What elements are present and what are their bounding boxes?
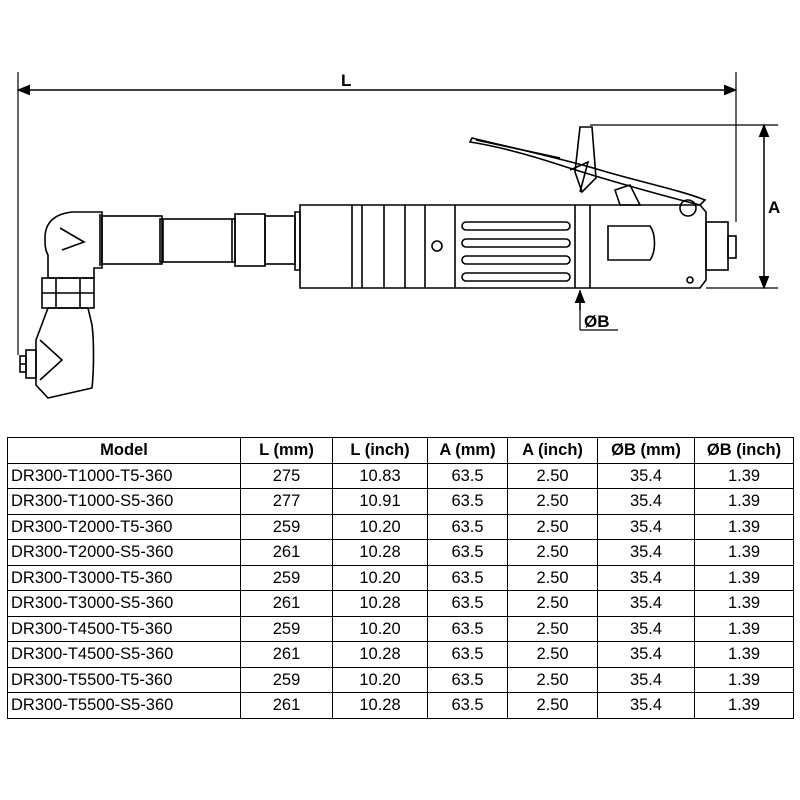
cell-b-inch: 1.39 [695,514,794,540]
cell-a-inch: 2.50 [508,489,598,515]
cell-a-mm: 63.5 [428,642,508,668]
cell-a-mm: 63.5 [428,616,508,642]
cell-l-mm: 259 [241,616,333,642]
cell-a-mm: 63.5 [428,489,508,515]
header-a-inch: A (inch) [508,438,598,464]
cell-model: DR300-T5500-T5-360 [8,667,241,693]
cell-a-inch: 2.50 [508,693,598,719]
cell-a-inch: 2.50 [508,514,598,540]
cell-b-inch: 1.39 [695,693,794,719]
diameter-dimension-label: ØB [584,312,610,331]
header-l-mm: L (mm) [241,438,333,464]
cell-l-mm: 259 [241,514,333,540]
table-header-row [8,438,794,464]
header-model: Model [8,438,241,464]
cell-b-inch: 1.39 [695,489,794,515]
cell-a-inch: 2.50 [508,591,598,617]
cell-b-mm: 35.4 [598,693,695,719]
cell-b-inch: 1.39 [695,642,794,668]
cell-b-inch: 1.39 [695,616,794,642]
cell-a-mm: 63.5 [428,667,508,693]
cell-l-inch: 10.91 [333,489,428,515]
cell-model: DR300-T4500-S5-360 [8,642,241,668]
cell-a-mm: 63.5 [428,540,508,566]
table-row [8,667,794,693]
table-row [8,642,794,668]
cell-l-inch: 10.83 [333,463,428,489]
cell-model: DR300-T2000-T5-360 [8,514,241,540]
cell-b-mm: 35.4 [598,642,695,668]
cell-a-inch: 2.50 [508,616,598,642]
cell-l-mm: 275 [241,463,333,489]
cell-l-mm: 261 [241,591,333,617]
cell-b-mm: 35.4 [598,616,695,642]
cell-a-inch: 2.50 [508,667,598,693]
cell-b-mm: 35.4 [598,540,695,566]
cell-a-inch: 2.50 [508,642,598,668]
height-dimension-label: A [768,198,781,217]
specification-table [7,437,794,719]
cell-l-mm: 261 [241,540,333,566]
table-row [8,616,794,642]
table-row [8,591,794,617]
cell-a-mm: 63.5 [428,514,508,540]
cell-l-mm: 261 [241,642,333,668]
cell-l-mm: 259 [241,667,333,693]
cell-model: DR300-T4500-T5-360 [8,616,241,642]
cell-b-mm: 35.4 [598,489,695,515]
header-b-mm: ØB (mm) [598,438,695,464]
cell-model: DR300-T5500-S5-360 [8,693,241,719]
cell-model: DR300-T3000-T5-360 [8,565,241,591]
cell-model: DR300-T1000-S5-360 [8,489,241,515]
cell-b-mm: 35.4 [598,463,695,489]
header-b-inch: ØB (inch) [695,438,794,464]
cell-a-mm: 63.5 [428,565,508,591]
cell-model: DR300-T2000-S5-360 [8,540,241,566]
cell-b-mm: 35.4 [598,667,695,693]
cell-a-inch: 2.50 [508,565,598,591]
cell-b-mm: 35.4 [598,591,695,617]
cell-l-mm: 277 [241,489,333,515]
table-row [8,565,794,591]
cell-model: DR300-T1000-T5-360 [8,463,241,489]
cell-l-inch: 10.20 [333,565,428,591]
header-a-mm: A (mm) [428,438,508,464]
cell-l-mm: 259 [241,565,333,591]
table-row [8,463,794,489]
cell-model: DR300-T3000-S5-360 [8,591,241,617]
cell-b-inch: 1.39 [695,591,794,617]
cell-b-inch: 1.39 [695,540,794,566]
tool-outline [18,72,781,398]
cell-b-inch: 1.39 [695,565,794,591]
cell-l-inch: 10.20 [333,667,428,693]
table-row [8,540,794,566]
cell-l-inch: 10.28 [333,642,428,668]
cell-b-inch: 1.39 [695,667,794,693]
table-row [8,693,794,719]
cell-l-inch: 10.20 [333,616,428,642]
header-l-inch: L (inch) [333,438,428,464]
cell-l-inch: 10.28 [333,591,428,617]
cell-a-inch: 2.50 [508,540,598,566]
cell-b-inch: 1.39 [695,463,794,489]
cell-b-mm: 35.4 [598,514,695,540]
table-row [8,489,794,515]
cell-a-mm: 63.5 [428,591,508,617]
cell-l-inch: 10.28 [333,693,428,719]
cell-l-inch: 10.28 [333,540,428,566]
length-dimension-label: L [341,71,352,90]
cell-l-mm: 261 [241,693,333,719]
cell-l-inch: 10.20 [333,514,428,540]
cell-a-mm: 63.5 [428,693,508,719]
cell-a-mm: 63.5 [428,463,508,489]
cell-a-inch: 2.50 [508,463,598,489]
cell-b-mm: 35.4 [598,565,695,591]
table-row [8,514,794,540]
